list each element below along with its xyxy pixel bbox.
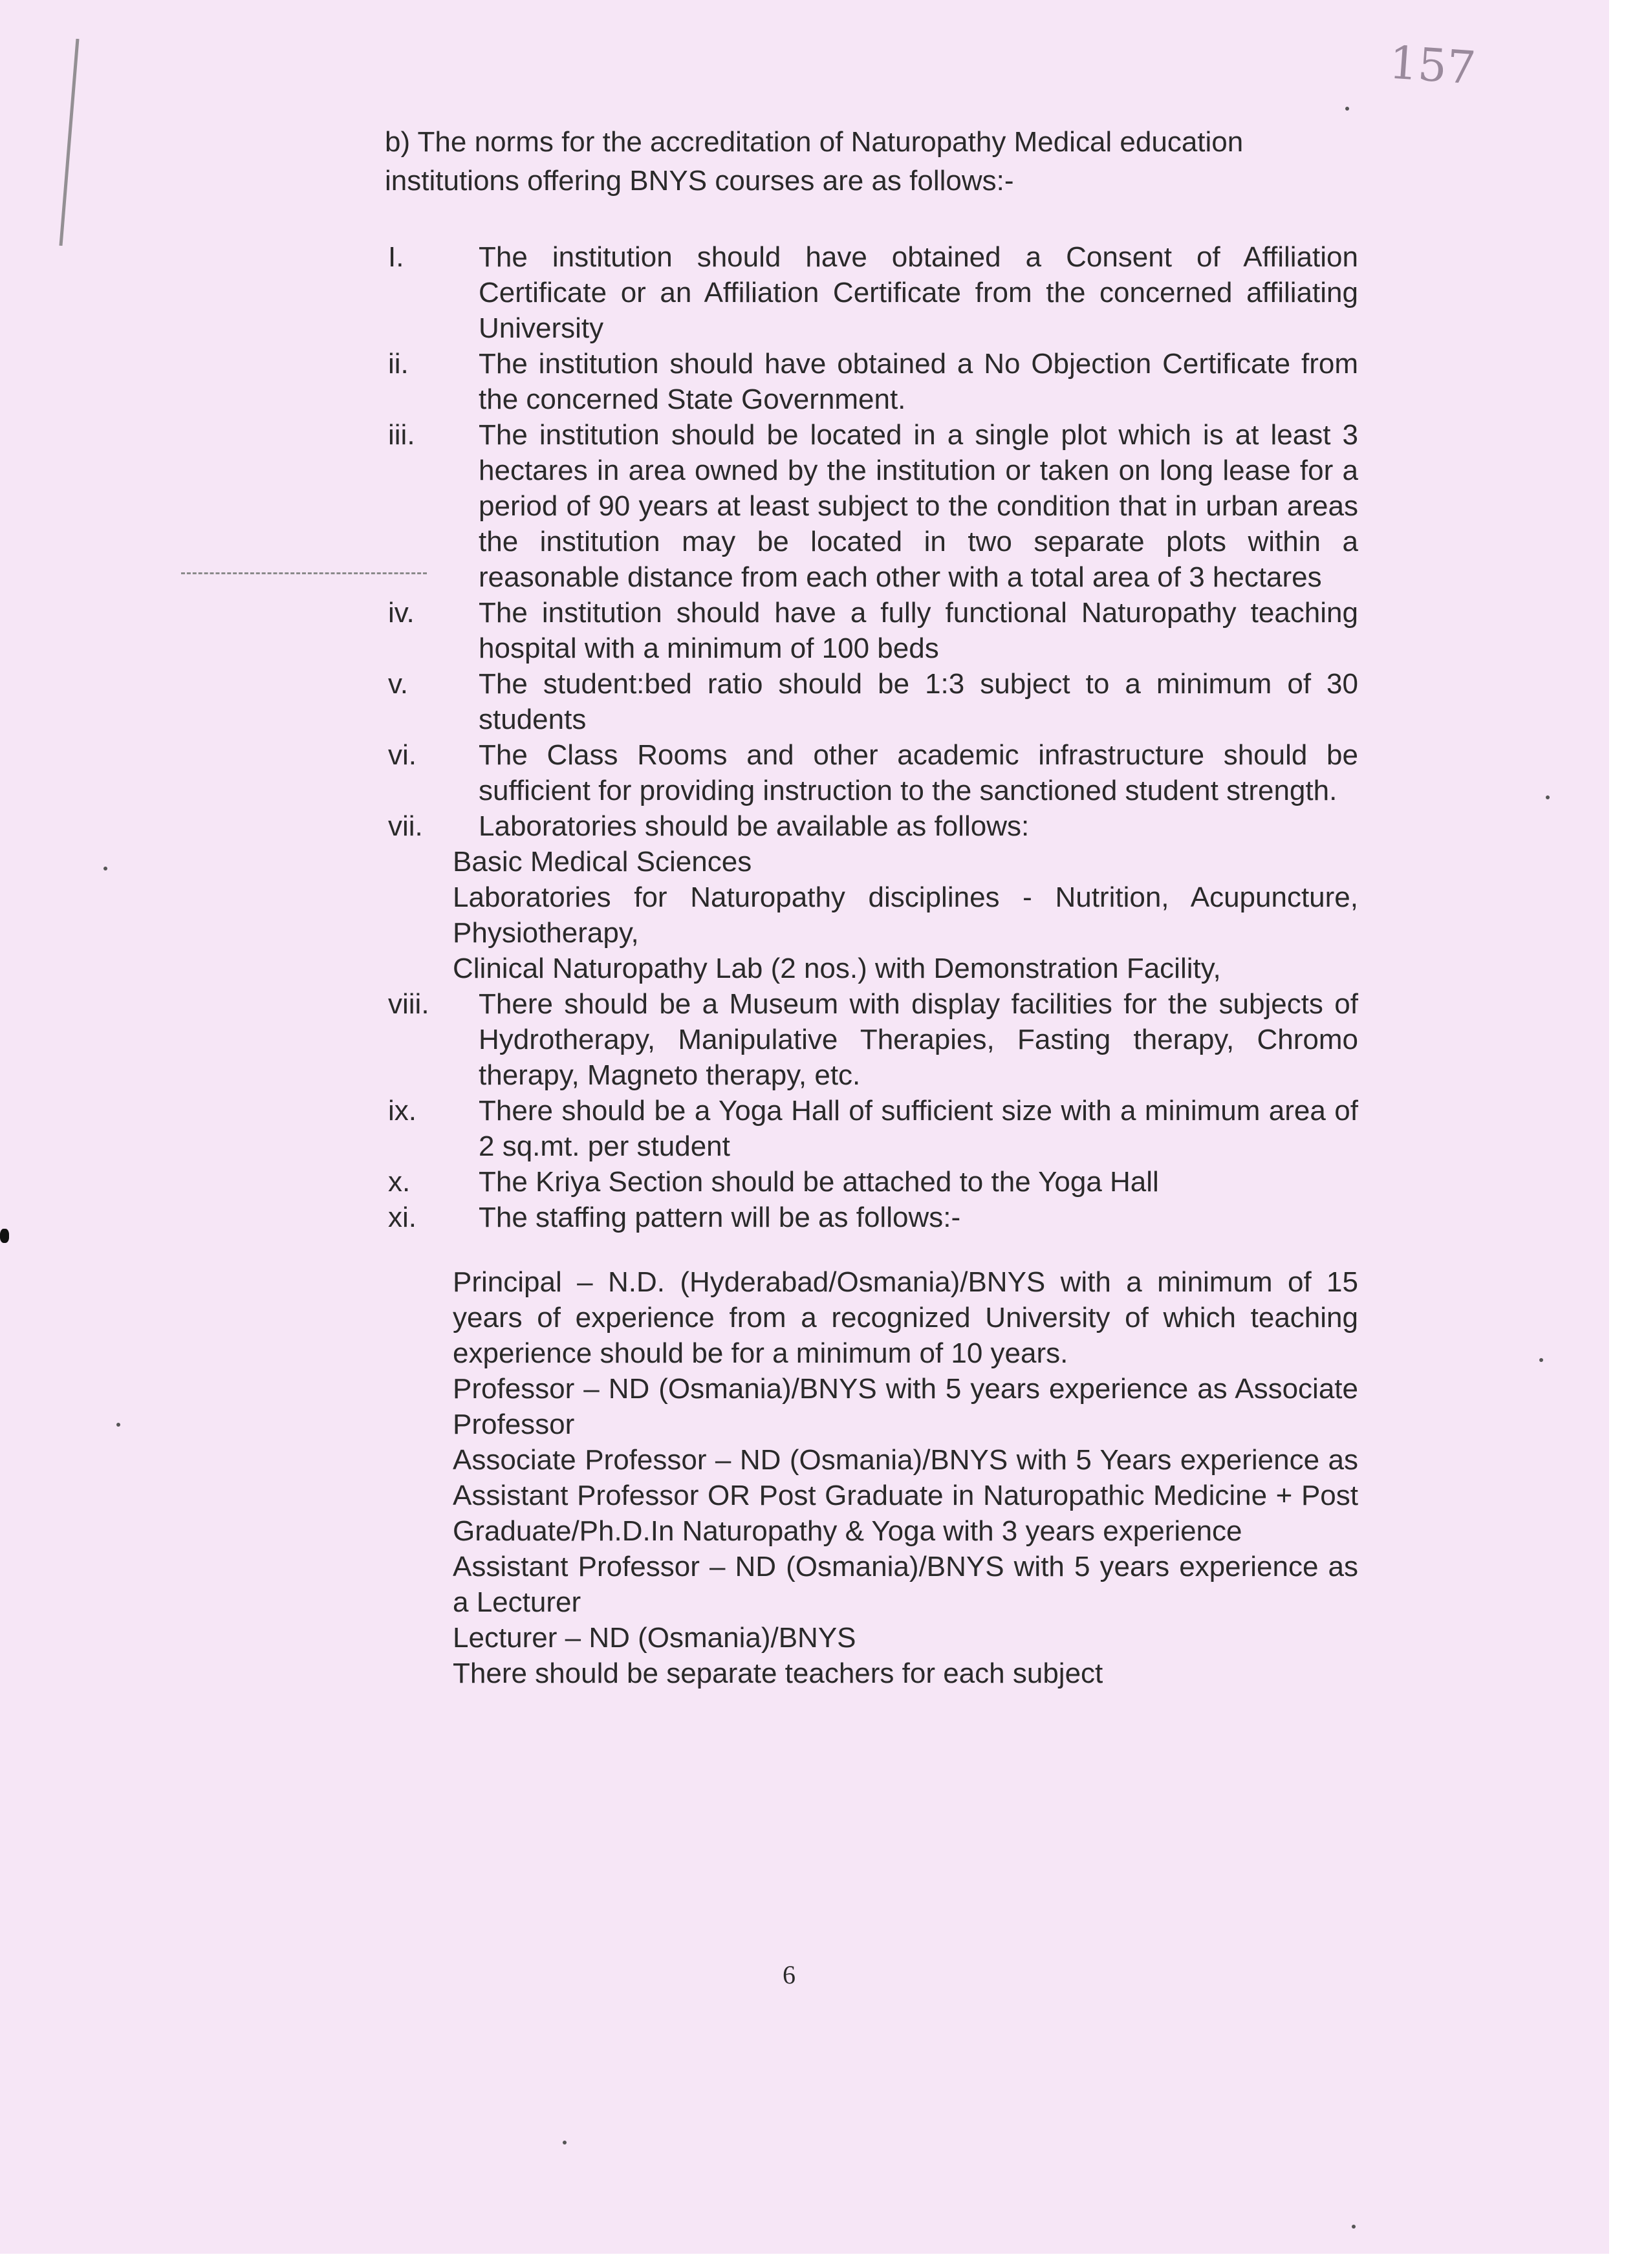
staff-entry: Lecturer – ND (Osmania)/BNYS — [453, 1622, 856, 1654]
paper-speck — [1345, 107, 1349, 111]
item-number: I. — [388, 241, 404, 273]
list-item — [362, 417, 1358, 595]
item-number: iii. — [388, 419, 415, 451]
paper-edge-right — [1609, 0, 1635, 2268]
list-item — [362, 1200, 1358, 1235]
handwritten-page-number: 157 — [1387, 36, 1478, 95]
intro-paragraph: b) The norms for the accreditation of Naturopathy Medical education institutions offering BNYS courses are as follows:- — [385, 126, 1244, 197]
list-item — [362, 595, 1358, 666]
list-item — [362, 666, 1358, 737]
item-text: The institution should have obtained a No Objection Certificate from the concerned State Government. — [479, 348, 1358, 415]
item-text: The Kriya Section should be attached to the Yoga Hall — [479, 1166, 1159, 1198]
lab-entry: Laboratories for Naturopathy disciplines - Nutrition, Acupuncture, Physiotherapy, — [453, 881, 1358, 949]
item-number: viii. — [388, 988, 429, 1020]
item-number: ii. — [388, 348, 409, 380]
paper-speck — [1539, 1358, 1543, 1362]
list-item — [362, 1164, 1358, 1200]
staff-entry: Associate Professor – ND (Osmania)/BNYS with 5 Years experience as Assistant Professor OR Post Graduate in Naturopathic Medicine + Post Graduate/Ph.D.In Naturopathy & Yoga with 3 years experience — [453, 1444, 1358, 1547]
staff-entry: Principal – N.D. (Hyderabad/Osmania)/BNYS with a minimum of 15 years of experience from a recognized University of which teaching experience should be for a minimum of 10 years. — [453, 1266, 1358, 1369]
paper-speck — [103, 867, 107, 870]
staff-entry: Assistant Professor – ND (Osmania)/BNYS with 5 years experience as a Lecturer — [453, 1551, 1358, 1618]
margin-pen-mark — [58, 39, 80, 246]
lab-entry: Basic Medical Sciences — [453, 846, 752, 878]
list-item — [362, 1093, 1358, 1164]
item-text: There should be a Museum with display facilities for the subjects of Hydrotherapy, Manipulative Therapies, Fasting therapy, Chromo therapy, Magneto therapy, etc. — [479, 988, 1358, 1091]
paper-speck — [1546, 795, 1550, 799]
paper-edge-bottom — [0, 2254, 1635, 2268]
list-item — [362, 986, 1358, 1093]
item-text: There should be a Yoga Hall of sufficient size with a minimum area of 2 sq.mt. per student — [479, 1095, 1358, 1162]
item-number: v. — [388, 668, 408, 700]
staff-entry: Professor – ND (Osmania)/BNYS with 5 years experience as Associate Professor — [453, 1373, 1358, 1440]
ink-smudge — [0, 1229, 9, 1243]
spacer — [362, 1235, 1358, 1264]
item-text: The institution should be located in a single plot which is at least 3 hectares in area owned by the institution or taken on long lease for a period of 90 years at least subject to the condition that in urban areas the institution may be located in two separate plots within a reasonable distance from each other with a total area of 3 hectares — [479, 419, 1358, 593]
paper-speck — [116, 1423, 120, 1427]
item-text: The Class Rooms and other academic infrastructure should be sufficient for providing instruction to the sanctioned student strength. — [479, 739, 1358, 806]
list-item — [362, 239, 1358, 346]
paper-speck — [1352, 2225, 1356, 2229]
list-item — [362, 808, 1358, 844]
norms-list — [362, 239, 1358, 1691]
item-number: xi. — [388, 1202, 417, 1233]
page-number: 6 — [783, 1960, 796, 1989]
item-text: The institution should have obtained a Consent of Affiliation Certificate or an Affiliation Certificate from the concerned affiliating University — [479, 241, 1358, 344]
lab-entry: Clinical Naturopathy Lab (2 nos.) with Demonstration Facility, — [453, 953, 1221, 984]
item-number: vii. — [388, 810, 423, 842]
list-item — [362, 346, 1358, 417]
item-text: The institution should have a fully functional Naturopathy teaching hospital with a minimum of 100 beds — [479, 597, 1358, 664]
item-number: iv. — [388, 597, 415, 629]
staff-entry: There should be separate teachers for each subject — [453, 1658, 1103, 1689]
item-number: vi. — [388, 739, 417, 771]
paper-speck — [563, 2141, 567, 2144]
item-number: ix. — [388, 1095, 417, 1127]
list-item — [362, 737, 1358, 808]
item-text: Laboratories should be available as follows: — [479, 810, 1030, 842]
item-number: x. — [388, 1166, 411, 1198]
item-text: The staffing pattern will be as follows:- — [479, 1202, 961, 1233]
item-text: The student:bed ratio should be 1:3 subject to a minimum of 30 students — [479, 668, 1358, 735]
